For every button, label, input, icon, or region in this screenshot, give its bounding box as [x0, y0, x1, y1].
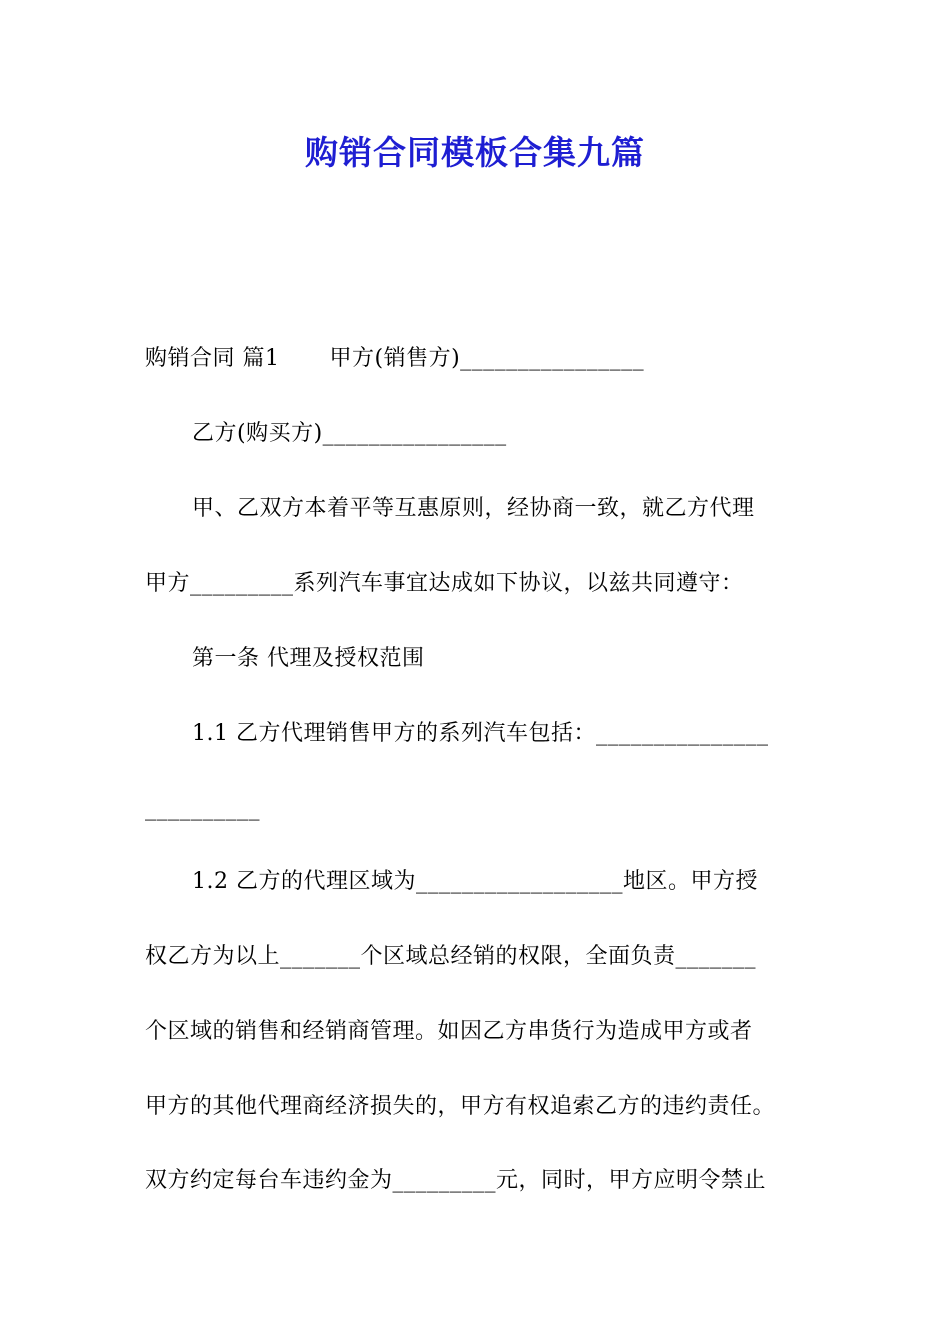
party-b-field: 乙方(购买方)________________: [192, 421, 507, 446]
article-1-heading: 第一条 代理及授权范围: [192, 646, 425, 671]
contract-heading: 购销合同 篇1: [145, 346, 280, 371]
paragraph-line-11: 甲方的其他代理商经济损失的，甲方有权追索乙方的违约责任。: [145, 1094, 776, 1119]
party-a-field: 甲方(销售方)________________: [329, 346, 645, 371]
paragraph-line-9: 权乙方为以上_______个区域总经销的权限，全面负责_______: [145, 944, 757, 969]
paragraph-line-10: 个区域的销售和经销商管理。如因乙方串货行为造成甲方或者: [145, 1019, 753, 1044]
paragraph-line-7: __________: [145, 796, 260, 821]
paragraph-line-3: 甲、乙双方本着平等互惠原则，经协商一致，就乙方代理: [192, 496, 755, 521]
paragraph-line-6: 1.1 乙方代理销售甲方的系列汽车包括：_______________: [192, 721, 769, 746]
document-title: 购销合同模板合集九篇: [305, 133, 645, 172]
paragraph-line-8: 1.2 乙方的代理区域为__________________地区。甲方授: [192, 869, 758, 894]
paragraph-line-1: [145, 343, 825, 375]
paragraph-line-4: 甲方_________系列汽车事宜达成如下协议，以兹共同遵守：: [145, 571, 744, 596]
paragraph-line-12: 双方约定每台车违约金为_________元，同时，甲方应明令禁止: [145, 1168, 767, 1193]
